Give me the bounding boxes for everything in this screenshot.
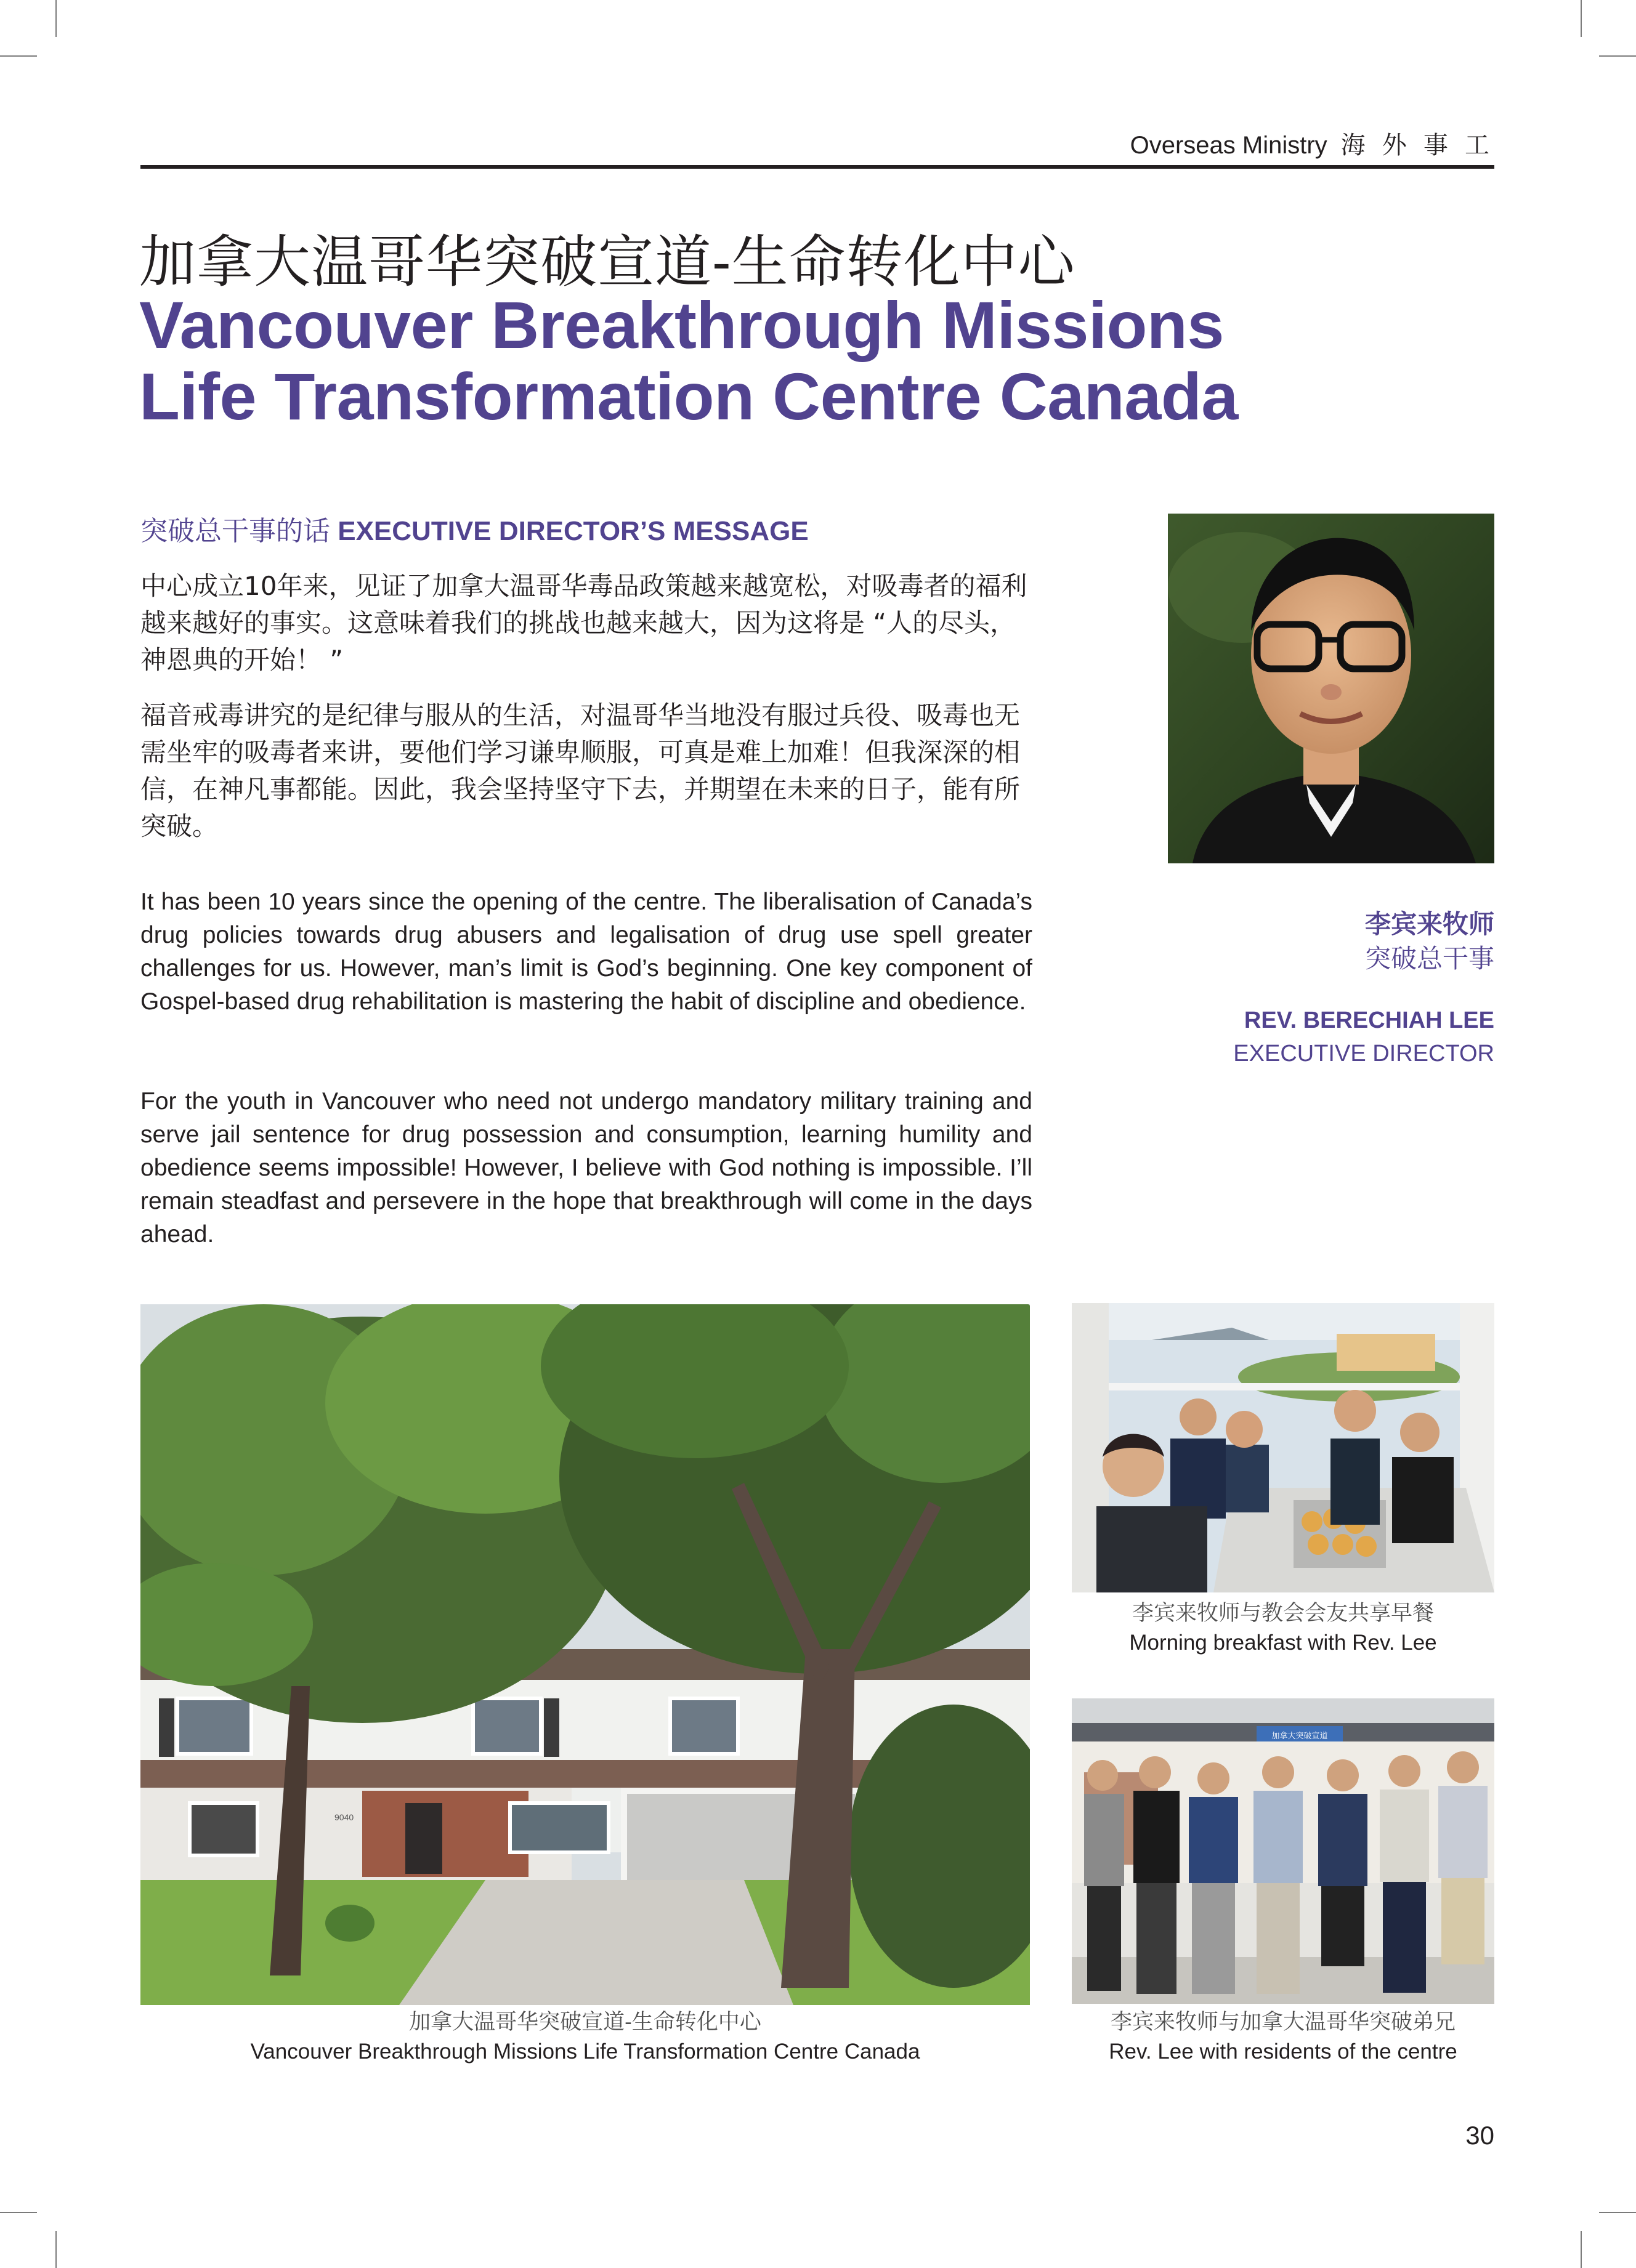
page-number: 30 [1465,2121,1494,2150]
house-caption-zh: 加拿大温哥华突破宣道-生命转化中心 [409,2010,761,2034]
header-rule [140,165,1494,169]
portrait-photo [1168,514,1494,863]
message-zh-paragraph-2: 福音戒毒讲究的是纪律与服从的生活，对温哥华当地没有服过兵役、吸毒也无需坐牢的吸毒者来讲，要他们学习谦卑顺服，可真是难上加难！但我深深的相信，在神凡事都能。因此，我会坚持坚守下去，并期望在未来的日子，能有所突破。 [140,700,1021,841]
message-heading [140,509,809,548]
signature-role-zh: 突破总干事 [1364,944,1494,973]
page-title-zh: 加拿大温哥华突破宣道-生命转化中心 [139,231,1075,294]
crop-mark [55,0,57,37]
group-caption-en: Rev. Lee with residents of the centre [1109,2040,1457,2064]
group-photo [1072,1698,1494,2004]
page-title-en-line2: Life Transformation Centre Canada [139,359,1238,434]
breakfast-caption-zh: 李宾来牧师与教会会友共享早餐 [1132,1601,1434,1625]
signature-name-en: REV. BERECHIAH LEE [1244,1007,1494,1033]
breakfast-photo [1072,1303,1494,1592]
breakfast-caption [1072,1599,1494,1658]
house-photo [140,1304,1030,2005]
crop-mark [1581,0,1582,37]
message-heading-zh: 突破总干事的话 [140,516,330,546]
crop-mark [55,2231,57,2268]
centre-sign-line1: 加拿大突破宣道 [1271,1732,1328,1741]
message-en-paragraph-1: It has been 10 years since the opening of the centre. The liberalisation of Canada’s drug policies towards drug abusers and legalisation of drug use spell greater challenges for us. However, man’s limit is God’s beginning. One key component of Gospel-based drug rehabilitation is mastering the habit of discipline and obedience. [140,889,1032,1015]
page-title-en-line1: Vancouver Breakthrough Missions [139,288,1224,362]
message-en-paragraph-2: For the youth in Vancouver who need not undergo mandatory military training and serve jail sentence for drug possession and consumption, learning humility and obedience seems impossible! However, I believe with God nothing is impossible. I’ll remain steadfast and persevere in the hope that breakthrough will come in the days ahead. [140,1088,1032,1248]
crop-mark [1599,2212,1636,2213]
message-zh-paragraph-1: 中心成立10年来，见证了加拿大温哥华毒品政策越来越宽松，对吸毒者的福利越来越好的事实。这意味着我们的挑战也越来越大，因为这将是 “人的尽头，神恩典的开始！ ” [140,571,1027,675]
crop-mark [1581,2231,1582,2268]
house-caption-en: Vancouver Breakthrough Missions Life Transformation Centre Canada [250,2040,920,2064]
house-caption [140,2008,1030,2067]
breakfast-caption-en: Morning breakfast with Rev. Lee [1129,1631,1437,1655]
signature-name-zh: 李宾来牧师 [1364,910,1494,938]
page-title-en [139,289,1494,432]
section-title-zh: 海 外 事 工 [1340,132,1494,159]
message-heading-en: EXECUTIVE DIRECTOR’S MESSAGE [338,516,809,546]
group-caption-zh: 李宾来牧师与加拿大温哥华突破弟兄 [1110,2010,1456,2034]
running-header [1130,126,1494,161]
section-title-en: Overseas Ministry [1130,132,1327,159]
crop-mark [0,55,37,57]
house-number: 9040 [334,1812,354,1822]
group-caption [1072,2008,1494,2067]
crop-mark [1599,55,1636,57]
signature-role-en: EXECUTIVE DIRECTOR [1233,1041,1494,1067]
crop-mark [0,2212,37,2213]
